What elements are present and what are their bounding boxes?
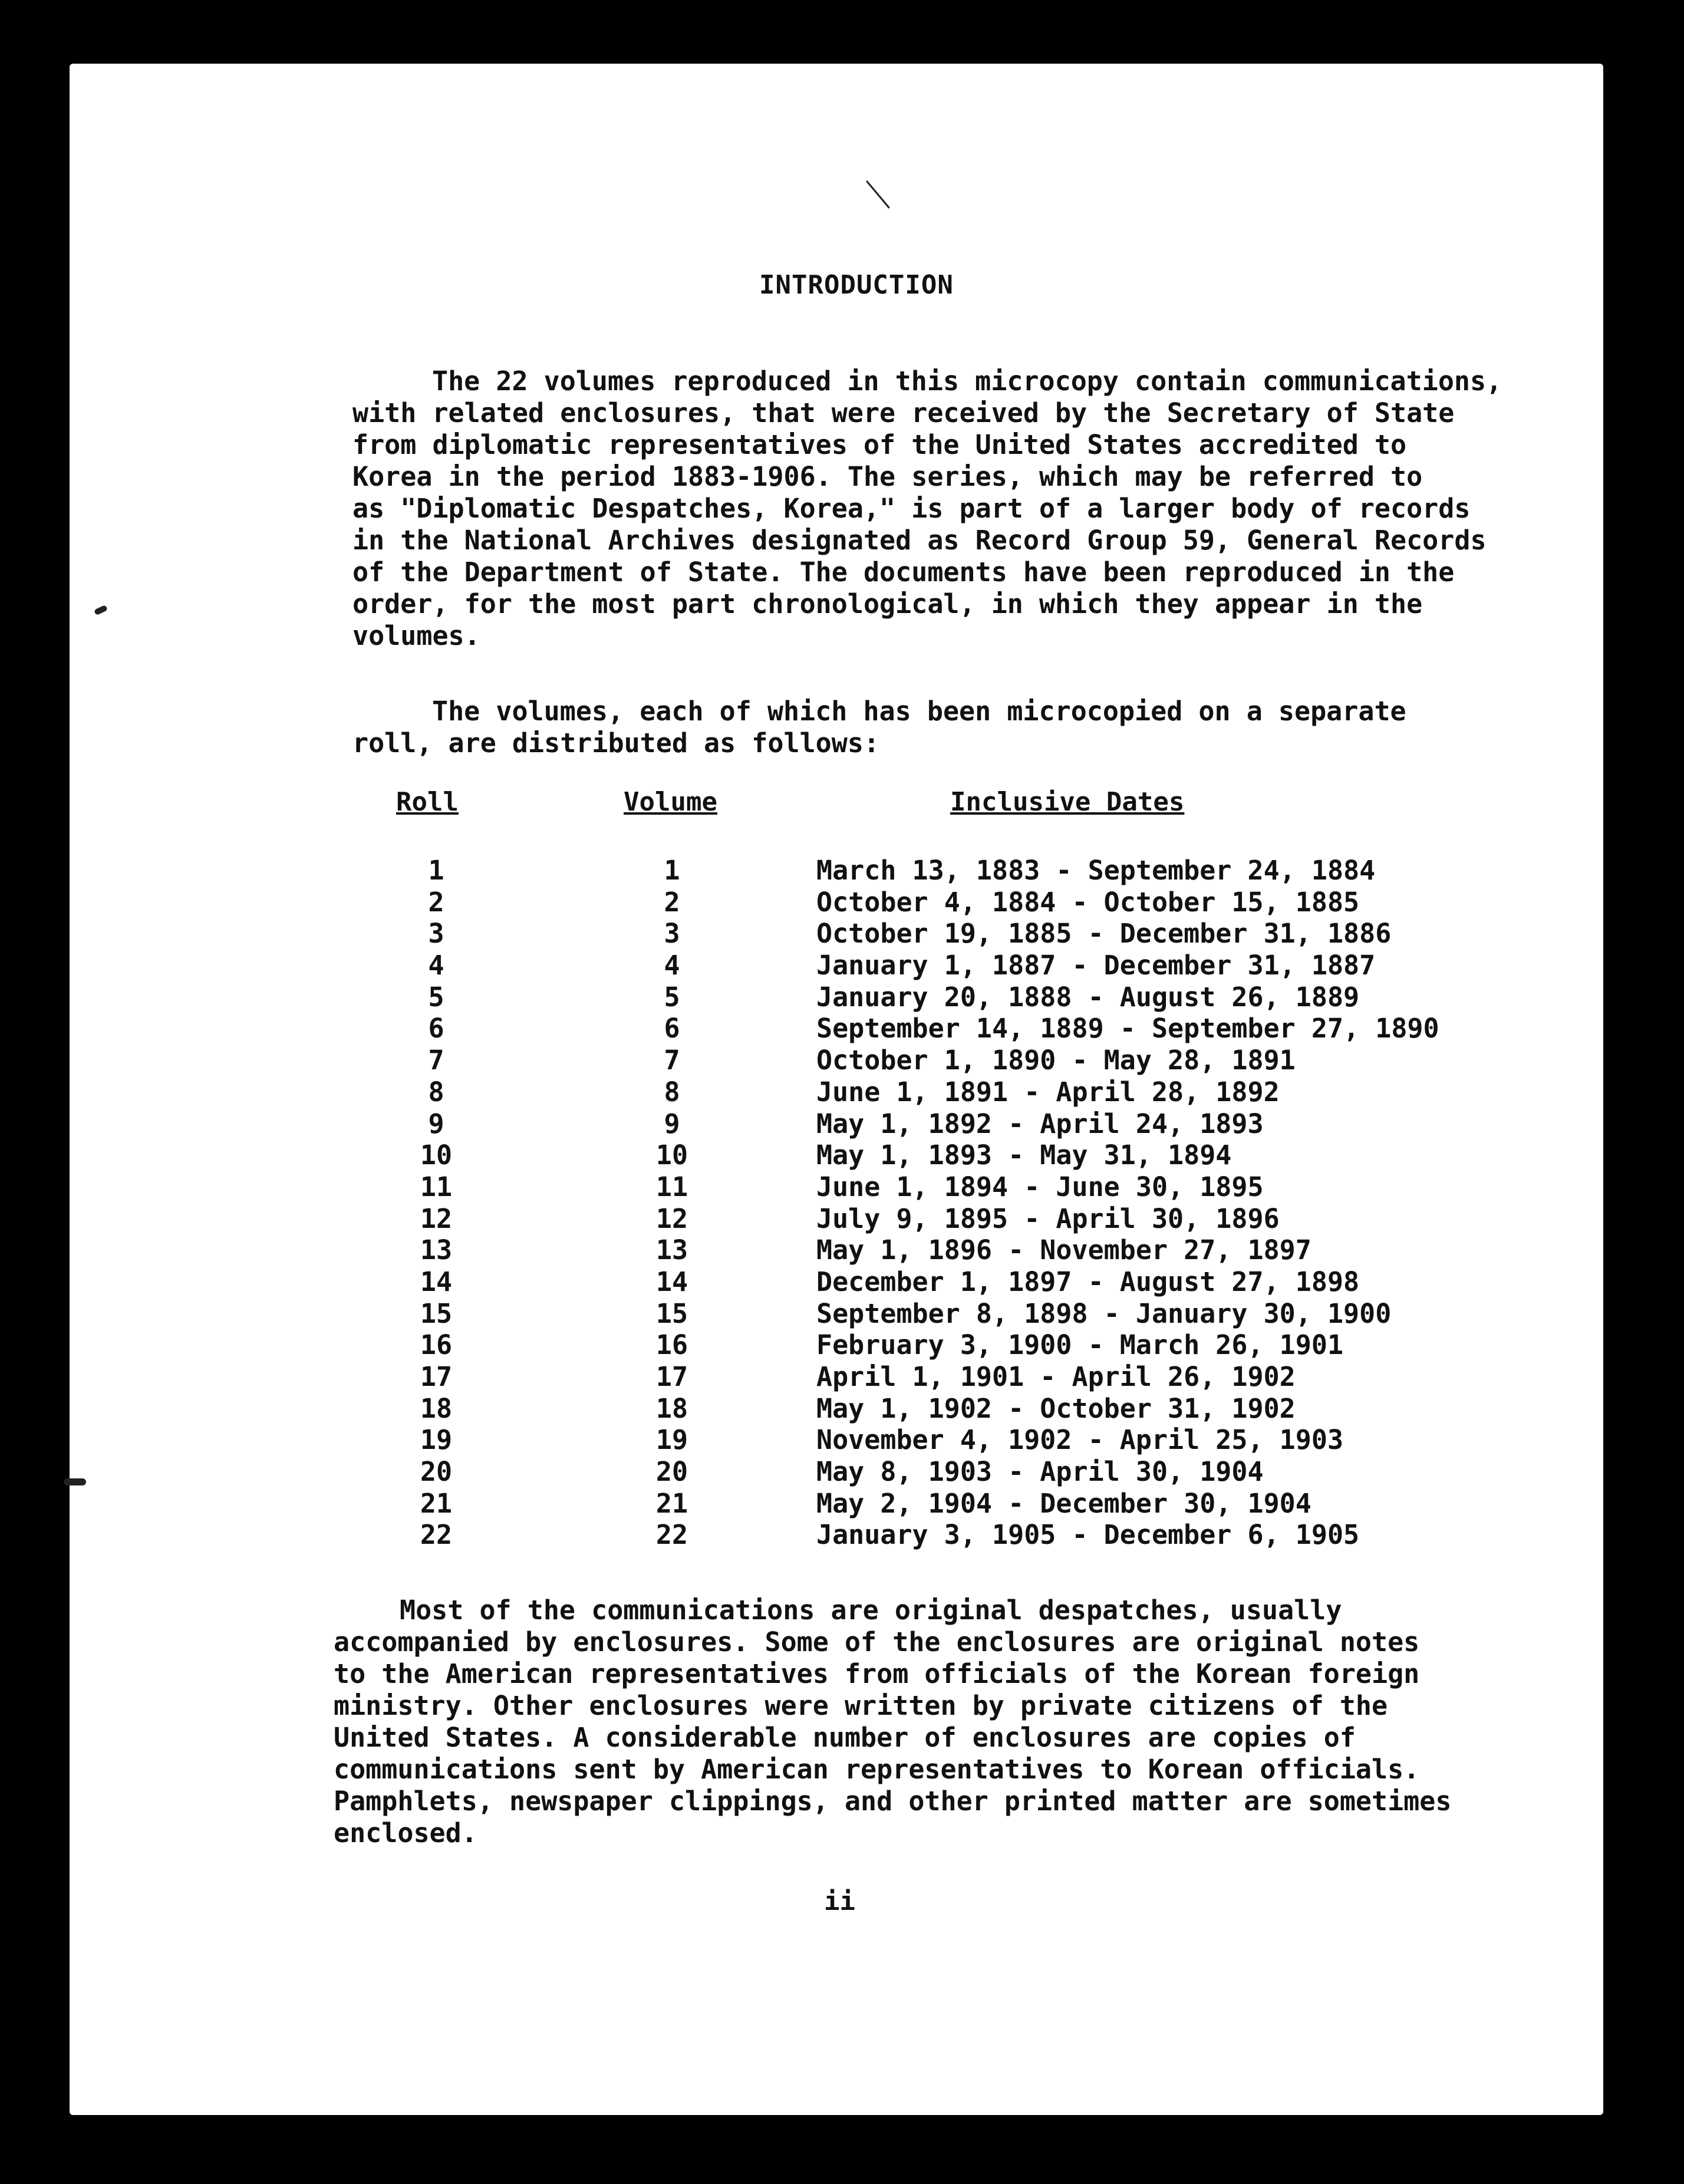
intro-line: The 22 volumes reproduced in this microcopy contain communications, — [432, 365, 1502, 397]
dates-cell: May 2, 1904 - December 30, 1904 — [816, 1487, 1311, 1519]
distribution-line: roll, are distributed as follows: — [352, 727, 880, 759]
roll-column-header: Roll — [396, 787, 459, 817]
roll-table — [0, 855, 1684, 1551]
table-row — [0, 981, 1684, 1013]
table-row — [0, 1298, 1684, 1330]
table-row — [0, 1424, 1684, 1456]
roll-cell: 13 — [420, 1234, 453, 1266]
dates-cell: March 13, 1883 - September 24, 1884 — [816, 855, 1376, 886]
dates-cell: October 19, 1885 - December 31, 1886 — [816, 918, 1392, 950]
volume-cell: 17 — [655, 1361, 688, 1392]
dates-cell: April 1, 1901 - April 26, 1902 — [816, 1361, 1296, 1392]
closing-line: enclosed. — [334, 1817, 477, 1849]
table-row — [0, 1393, 1684, 1425]
table-row — [0, 1045, 1684, 1076]
volume-cell: 22 — [655, 1519, 688, 1551]
closing-line: Pamphlets, newspaper clippings, and other printed matter are sometimes — [334, 1786, 1452, 1817]
volume-cell: 2 — [664, 886, 680, 918]
dates-cell: May 1, 1892 - April 24, 1893 — [816, 1108, 1264, 1139]
dates-column-header: Inclusive Dates — [950, 787, 1185, 817]
intro-line: with related enclosures, that were received by the Secretary of State — [352, 397, 1455, 429]
roll-cell: 1 — [428, 855, 444, 886]
table-row — [0, 1139, 1684, 1171]
roll-cell: 19 — [420, 1424, 453, 1456]
roll-cell: 22 — [420, 1519, 453, 1551]
roll-cell: 7 — [428, 1045, 444, 1076]
page-number: ii — [824, 1886, 855, 1916]
distribution-paragraph — [352, 696, 1406, 759]
closing-line: accompanied by enclosures. Some of the enclosures are original notes — [334, 1626, 1420, 1658]
dates-cell: May 8, 1903 - April 30, 1904 — [816, 1456, 1264, 1488]
roll-cell: 15 — [420, 1297, 453, 1329]
roll-cell: 9 — [428, 1108, 444, 1139]
volume-cell: 15 — [655, 1297, 688, 1329]
dates-cell: July 9, 1895 - April 30, 1896 — [816, 1203, 1280, 1234]
intro-line: Korea in the period 1883-1906. The series, which may be referred to — [352, 461, 1423, 492]
table-row — [0, 1488, 1684, 1520]
volume-cell: 16 — [655, 1329, 688, 1361]
roll-cell: 12 — [420, 1203, 453, 1234]
roll-cell: 17 — [420, 1361, 453, 1392]
roll-cell: 3 — [428, 918, 444, 950]
dates-cell: February 3, 1900 - March 26, 1901 — [816, 1329, 1344, 1361]
dates-cell: May 1, 1893 - May 31, 1894 — [816, 1139, 1232, 1171]
intro-line: order, for the most part chronological, in which they appear in the — [352, 588, 1423, 620]
intro-line: in the National Archives designated as Record Group 59, General Records — [352, 525, 1487, 556]
table-row — [0, 1519, 1684, 1551]
roll-cell: 8 — [428, 1076, 444, 1108]
table-row — [0, 1234, 1684, 1266]
volume-cell: 4 — [664, 950, 680, 981]
closing-line: to the American representatives from officials of the Korean foreign — [334, 1658, 1420, 1689]
volume-cell: 10 — [655, 1139, 688, 1171]
volume-cell: 11 — [655, 1171, 688, 1203]
table-row — [0, 1456, 1684, 1488]
volume-cell: 5 — [664, 981, 680, 1013]
volume-cell: 7 — [664, 1045, 680, 1076]
roll-cell: 18 — [420, 1392, 453, 1424]
dates-cell: December 1, 1897 - August 27, 1898 — [816, 1266, 1360, 1297]
volume-cell: 14 — [655, 1266, 688, 1297]
volume-cell: 21 — [655, 1487, 688, 1519]
dates-cell: September 8, 1898 - January 30, 1900 — [816, 1297, 1392, 1329]
volume-cell: 18 — [655, 1392, 688, 1424]
table-row — [0, 1329, 1684, 1361]
dates-cell: October 1, 1890 - May 28, 1891 — [816, 1045, 1296, 1076]
intro-line: as "Diplomatic Despatches, Korea," is part of a larger body of records — [352, 493, 1471, 524]
roll-cell: 10 — [420, 1139, 453, 1171]
volume-cell: 13 — [655, 1234, 688, 1266]
table-row — [0, 1266, 1684, 1298]
roll-cell: 14 — [420, 1266, 453, 1297]
table-row — [0, 1361, 1684, 1393]
volume-cell: 1 — [664, 855, 680, 886]
volume-cell: 19 — [655, 1424, 688, 1456]
roll-cell: 16 — [420, 1329, 453, 1361]
distribution-line: The volumes, each of which has been microcopied on a separate — [432, 696, 1406, 727]
volume-cell: 8 — [664, 1076, 680, 1108]
dates-cell: September 14, 1889 - September 27, 1890 — [816, 1013, 1439, 1045]
dates-cell: January 3, 1905 - December 6, 1905 — [816, 1519, 1360, 1551]
closing-line: Most of the communications are original despatches, usually — [400, 1595, 1342, 1626]
dates-cell: January 20, 1888 - August 26, 1889 — [816, 981, 1360, 1013]
roll-cell: 21 — [420, 1487, 453, 1519]
roll-cell: 11 — [420, 1171, 453, 1203]
intro-paragraph — [352, 365, 1502, 652]
dates-cell: May 1, 1902 - October 31, 1902 — [816, 1392, 1296, 1424]
table-row — [0, 1076, 1684, 1108]
table-row — [0, 887, 1684, 918]
closing-line: communications sent by American representatives to Korean officials. — [334, 1754, 1420, 1785]
closing-line: United States. A considerable number of enclosures are copies of — [334, 1722, 1356, 1753]
table-row — [0, 950, 1684, 981]
roll-cell: 4 — [428, 950, 444, 981]
table-row — [0, 1108, 1684, 1140]
dates-cell: June 1, 1894 - June 30, 1895 — [816, 1171, 1264, 1203]
table-row — [0, 1203, 1684, 1235]
intro-line: from diplomatic representatives of the United States accredited to — [352, 429, 1407, 460]
table-row — [0, 918, 1684, 950]
table-row — [0, 855, 1684, 887]
page-title: INTRODUCTION — [759, 270, 954, 300]
roll-cell: 6 — [428, 1013, 444, 1045]
volume-cell: 6 — [664, 1013, 680, 1045]
closing-paragraph — [334, 1595, 1451, 1849]
roll-cell: 2 — [428, 886, 444, 918]
volume-cell: 9 — [664, 1108, 680, 1139]
dates-cell: November 4, 1902 - April 25, 1903 — [816, 1424, 1344, 1456]
volume-cell: 12 — [655, 1203, 688, 1234]
table-row — [0, 1171, 1684, 1203]
volume-column-header: Volume — [624, 787, 717, 817]
table-row — [0, 1013, 1684, 1045]
intro-line: volumes. — [352, 620, 480, 651]
dates-cell: October 4, 1884 - October 15, 1885 — [816, 886, 1360, 918]
roll-cell: 5 — [428, 981, 444, 1013]
intro-line: of the Department of State. The documents have been reproduced in the — [352, 556, 1455, 588]
dates-cell: May 1, 1896 - November 27, 1897 — [816, 1234, 1311, 1266]
volume-cell: 20 — [655, 1456, 688, 1488]
volume-cell: 3 — [664, 918, 680, 950]
dates-cell: January 1, 1887 - December 31, 1887 — [816, 950, 1376, 981]
dates-cell: June 1, 1891 - April 28, 1892 — [816, 1076, 1280, 1108]
closing-line: ministry. Other enclosures were written by private citizens of the — [334, 1690, 1388, 1721]
roll-cell: 20 — [420, 1456, 453, 1488]
